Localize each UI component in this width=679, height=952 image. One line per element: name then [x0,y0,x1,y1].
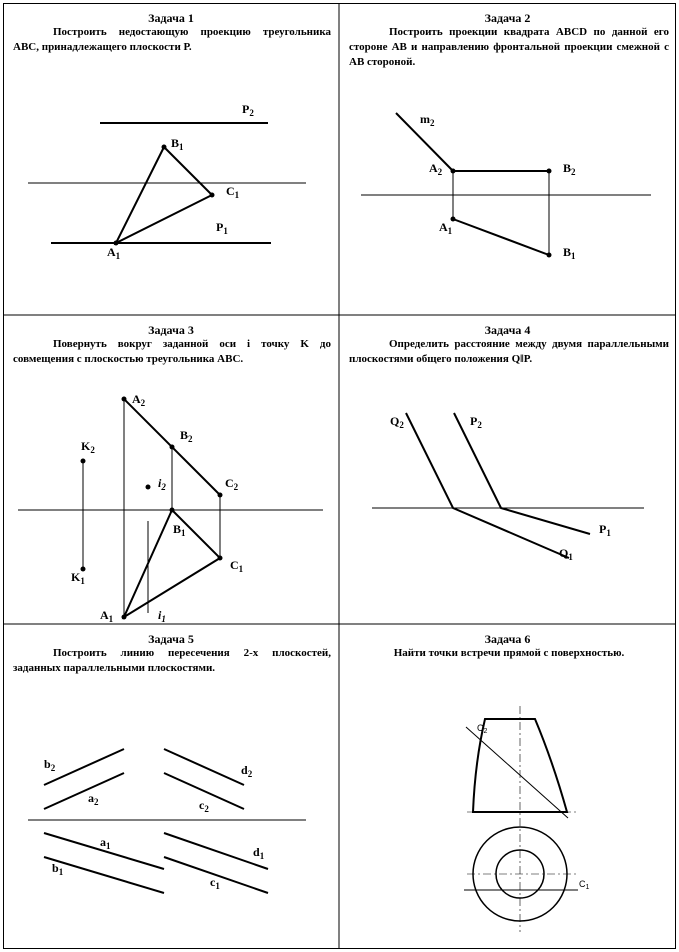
label-b1: $B_1$ [171,136,184,152]
label-a1: $A_1$ [100,608,114,624]
label-b2: $b_2$ [44,757,56,773]
label-b1: $B_1$ [563,245,576,261]
task-6-drawing [339,624,676,949]
task-1-text: Построить недостающую проекцию треугольника АВС, принадлежащего плоскости Р. [13,26,331,53]
label-c2: $C_2$ [225,476,239,492]
task-sheet [3,3,676,949]
label-p2: $P_2$ [470,414,482,430]
label-d1: $d_1$ [253,845,265,861]
label-m2: $m_2$ [420,112,435,128]
task-2-title: Задача 2 [484,11,531,25]
label-b2: $B_2$ [180,428,193,444]
label-i2: $i_2$ [158,476,166,492]
label-p1: $P_1$ [216,220,228,236]
task-6-title: Задача 6 [484,632,531,646]
label-a1: $A_1$ [107,245,121,261]
label-a1: $a_1$ [100,835,111,851]
task-3-title: Задача 3 [148,323,194,337]
task-5-cell [3,624,339,949]
label-b1: $B_1$ [173,522,186,538]
task-2-text: Построить проекции квадрата ABCD по данной его стороне AB и направлению фронтальной проекции смежной с AB стороной. [349,26,669,68]
task-4-cell [339,315,676,624]
label-q1: $Q_1$ [559,546,573,562]
label-p1: $P_1$ [599,522,611,538]
label-a1: $A_1$ [439,220,453,236]
label-a2: $A_2$ [429,161,443,177]
task-5-text: Построить линию пересечения 2-х плоскостей, заданных параллельными плоскостями. [13,647,331,674]
task-3-text: Повернуть вокруг заданной оси i точку K до совмещения с плоскостью треугольника ABC. [13,338,331,365]
label-p2: $P_2$ [242,102,254,118]
label-c1: $C_1$ [230,558,244,574]
task-1-drawing [3,3,339,315]
task-5-drawing [3,624,339,949]
label-c1: $c_1$ [210,875,220,891]
task-4-text: Определить расстояние между двумя параллельными плоскостями общего положения Q‖P. [349,338,669,365]
label-a2: $A_2$ [132,392,146,408]
label-c2: $c_2$ [199,798,209,814]
task-4-drawing [339,315,676,624]
label-a2: $a_2$ [88,791,99,807]
label-d2: $d_2$ [241,763,253,779]
label-k1: $K_1$ [71,570,85,586]
task-1-title: Задача 1 [148,11,194,25]
label-b2: $B_2$ [563,161,576,177]
task-3-drawing [3,315,339,624]
task-2-cell [339,3,676,315]
label-i1: $i_1$ [158,608,166,624]
label-c1: $C_1$ [226,184,240,200]
task-4-title: Задача 4 [484,323,531,337]
label-k2: $K_2$ [81,439,95,455]
task-6-text: Найти точки встречи прямой с поверхностью. [393,647,625,659]
task-5-title: Задача 5 [148,632,194,646]
task-6-cell [339,624,676,949]
label-b1: $b_1$ [52,861,64,877]
label-q2: $Q_2$ [390,414,404,430]
task-2-drawing [339,3,676,315]
task-3-cell [3,315,339,624]
label-c1: $C_1$ [579,879,590,891]
label-c2: $C_2$ [477,723,488,735]
task-1-cell [3,3,339,315]
